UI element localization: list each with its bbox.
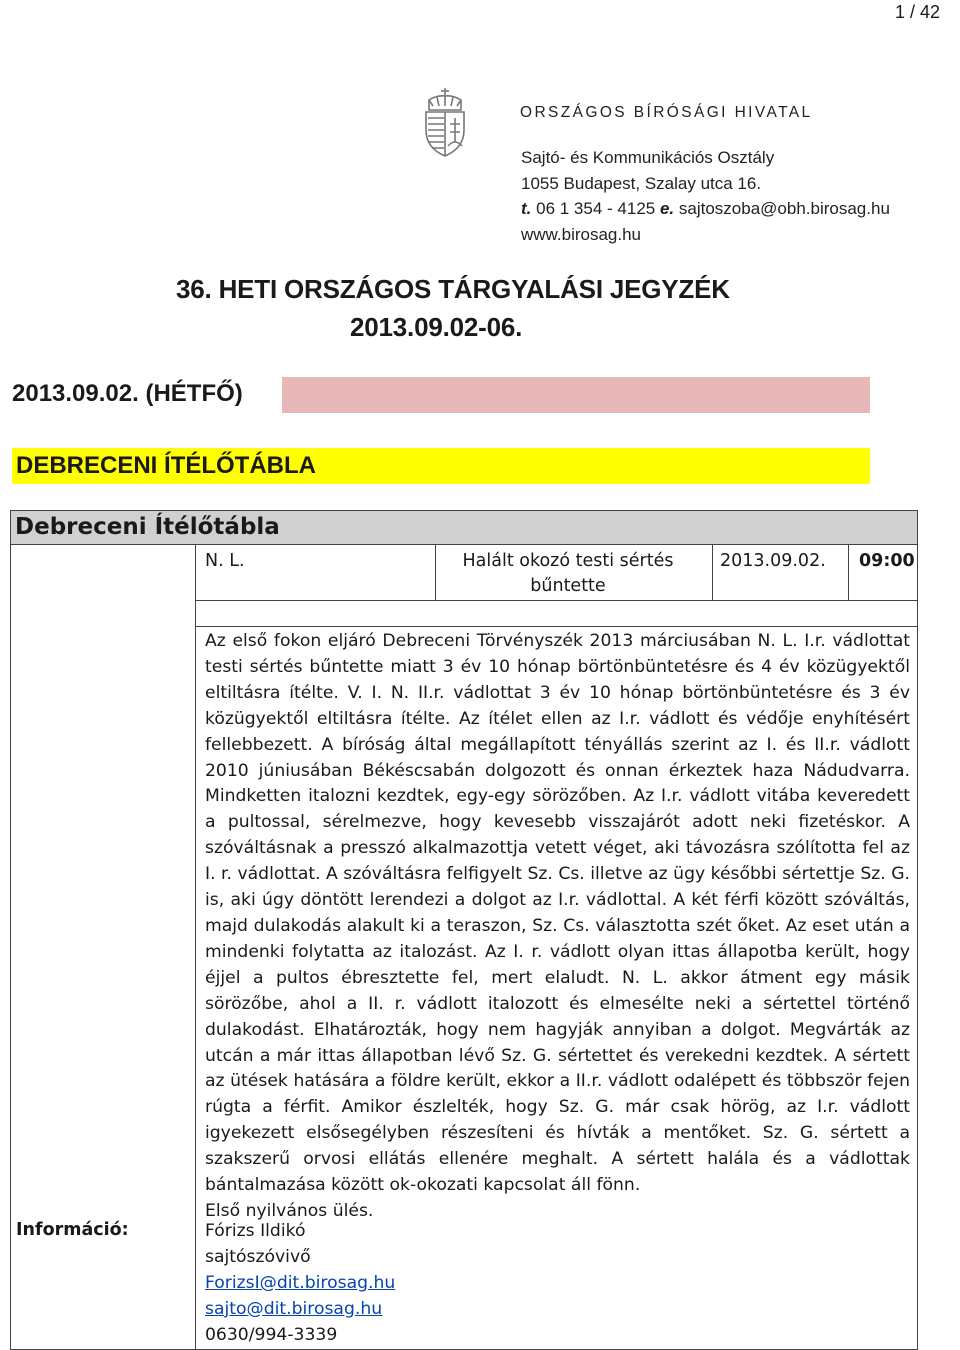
press-contact — [205, 1219, 395, 1349]
phone-label: t. — [521, 199, 532, 218]
defendant-name: N. L. — [205, 551, 245, 571]
hearing-type: Első nyilvános ülés. — [205, 1200, 374, 1221]
office-phone: 06 1 354 - 4125 — [536, 199, 656, 218]
court-label: DEBRECENI ÍTÉLŐTÁBLA — [16, 452, 316, 479]
charge: Halált okozó testi sértés bűntette — [462, 551, 674, 596]
email-label: e. — [659, 199, 675, 218]
contact-phone: 0630/994-3339 — [205, 1324, 338, 1345]
office-email[interactable]: sajtoszoba@obh.birosag.hu — [678, 199, 890, 218]
office-address: 1055 Budapest, Szalay utca 16. — [521, 173, 762, 193]
info-label: Információ: — [16, 1220, 129, 1240]
contact-name: Fórizs Ildikó — [205, 1221, 306, 1241]
empty-row — [195, 600, 918, 627]
office-phone-email-line — [521, 196, 890, 222]
department: Sajtó- és Kommunikációs Osztály — [521, 148, 775, 167]
hungarian-coat-of-arms-icon — [420, 86, 470, 158]
document-title: 36. HETI ORSZÁGOS TÁRGYALÁSI JEGYZÉK — [176, 274, 730, 304]
day-header-fill — [282, 377, 870, 413]
hearing-time: 09:00 — [859, 551, 915, 571]
case-summary: Az első fokon eljáró Debreceni Törvényszék 2013 márciusában N. L. I.r. vádlottat testi sértés bűntette miatt 3 év 10 hónap börtönbüntetésre és 4 év közügyektől eltiltásra ítélte. V. I. N. II.r. vádlottat 3 év 10 hónap börtönbüntetésre és 3 év közügyektől eltiltásra ítélte. Az ítélet ellen az I.r. vádlott és védője enyhítésért fellebbezett. A bíróság által megállapított tényállás szerint az I. és II.r. vádlott 2010 júniusában Békéscsabán dolgozott és onnan érkeztek haza Nádudvarra. Mindketten italozni kezdtek, egy-egy sörözőben. Az I.r. vádlott vitába keveredett a pultossal, sérelmezve, hogy kevesebb visszajárót adott neki fizetéskor. A szóváltásnak a presszó alkalmazottja vetett véget, aki távozásra szólította fel az I. r. vádlottat. A szóváltásra felfigyelt Sz. Cs. illetve az ügy későbbi sértettje Sz. G. is, aki úgy döntött lerendezi a dolgot az I.r. vádlottal. A két férfi között szóváltás, majd dulakodás alakult ki a teraszon, Sz. Cs. választotta szét őket. Az eset után a mindenki folytatta az italozást. Az I. r. vádlott olyan ittas állapotba került, hogy éjjel a pultos ébresztette fel, mert elaludt. N. L. akkor átment egy másik sörözőbe, ahol a II. r. vádlott italozott és elmesélte neki a sértettel történő dulakodást. Elhatározták, hogy nem hagyják annyiban a dolgot. Megvárták az utcán a már ittas állapotban lévő Sz. G. sértettet és verekedni kezdtek. A sértett az ütések hatására a földre került, ekkor a II.r. vádlott odalépett és többször fejen rúgta a férfit. Amikor észlelték, hogy Sz. G. már csak hörög, az I.r. vádlott igyekezett elsősegélyben részesíteni és hívták a mentőket. Sz. G. sértett a szakszerű orvosi ellátás ellenére meghalt. A sértett halála és a vádlottak bántalmazása között ok-okozati kapcsolat áll fönn. — [205, 631, 910, 1196]
page-number: 1 / 42 — [894, 2, 940, 22]
office-website[interactable]: www.birosag.hu — [521, 224, 642, 244]
case-description — [205, 629, 910, 1225]
contact-email-link-press[interactable]: sajto@dit.birosag.hu — [205, 1298, 383, 1319]
office-name: ORSZÁGOS BÍRÓSÁGI HIVATAL — [520, 104, 813, 121]
case-court-name: Debreceni Ítélőtábla — [15, 514, 280, 540]
contact-role: sajtószóvivő — [205, 1246, 311, 1267]
contact-email-link[interactable]: ForizsI@dit.birosag.hu — [205, 1272, 396, 1293]
case-court-name-row — [10, 510, 918, 545]
office-contact-block — [521, 145, 890, 247]
court-header — [12, 448, 870, 484]
hearing-date: 2013.09.02. — [720, 551, 826, 571]
day-label: 2013.09.02. (HÉTFŐ) — [12, 380, 243, 407]
day-header — [12, 377, 870, 413]
document-date-range: 2013.09.02-06. — [350, 312, 523, 342]
